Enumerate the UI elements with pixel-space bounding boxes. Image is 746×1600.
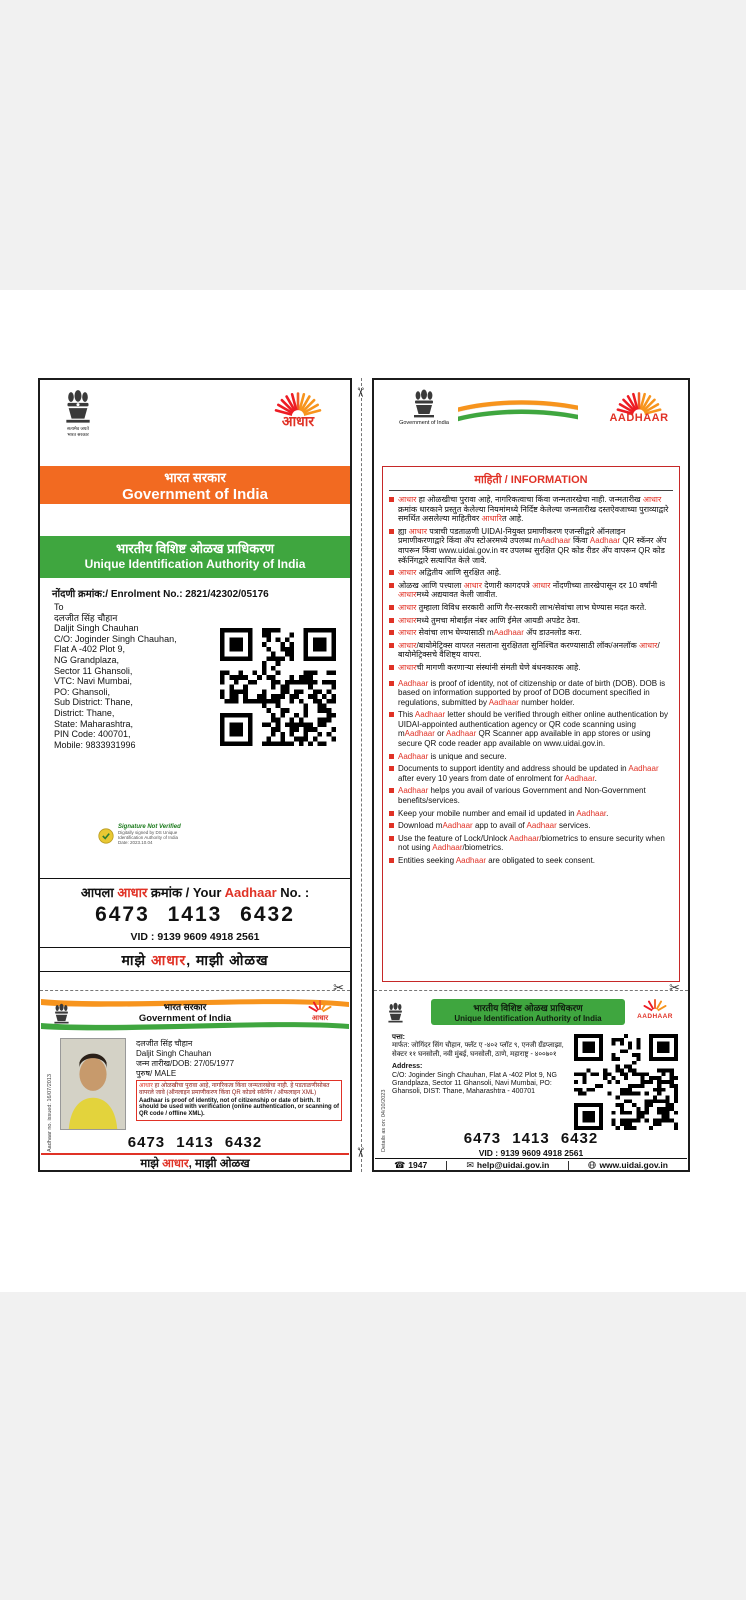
info-bullet xyxy=(389,628,673,638)
bullet-square-icon xyxy=(389,766,394,771)
info-bullet-text: ह्या आधार पत्राची पडताळणी UIDAI-नियुक्त प्रमाणीकरण एजन्सीद्वारे ऑनलाइन प्रमाणीकरणाद्वारे किंवा ॲप स्टोअरमध्ये उपलब्ध mAadhaar किंवा Aadhaar QR स्कॅनर ॲप वापरून किंवा www.uidai.gov.in वर उपलब्ध सुरक्षित QR कोड रीडर ॲप वापरून QR कोड स्कॅनिंगद्वारे सत्यापित केले जावे. xyxy=(398,526,667,565)
aadhaar-number: 6473 1413 6432 xyxy=(127,1134,263,1151)
bullet-square-icon xyxy=(389,570,394,575)
bullet-square-icon xyxy=(389,643,394,648)
info-bullet-text: आधार सेवांचा लाभ घेण्यासाठी mAadhaar ॲप डाउनलोड करा. xyxy=(398,628,582,638)
aadhaar-logo-text: आधार xyxy=(281,413,315,429)
info-bullet-text: Aadhaar is proof of identity, not of citizenship or date of birth (DOB). DOB is based on information supported by proof of DOB document specified in regulations, submitted by Aadhaar number holder. xyxy=(398,678,666,707)
support-email: help@uidai.gov.in xyxy=(476,1160,550,1170)
national-emblem-block xyxy=(54,388,102,438)
info-bullet xyxy=(389,856,673,866)
address-line: PO: Ghansoli, xyxy=(54,686,111,697)
aadhaar-logo xyxy=(262,390,334,431)
national-emblem-block xyxy=(392,388,456,426)
qr-code xyxy=(574,1034,678,1130)
card-back-header xyxy=(375,996,687,1030)
tricolor-swoosh-icon xyxy=(458,398,578,426)
banner-text-english: Unique Identification Authority of India xyxy=(84,557,306,571)
aadhaar-logo xyxy=(631,998,679,1020)
divider xyxy=(40,971,350,972)
card-govt-hindi: भारत सरकार xyxy=(163,1002,207,1012)
notice-marathi: आधार हा ओळखीचा पुरावा आहे, नागरिकत्व किंवा जन्मतारखेचा नाही. हे पडताळणीसोबत वापरले जावे (ऑनलाइन प्रमाणीकरण किंवा QR कोडचे स्कॅनिंग / ऑफलाइन XML) xyxy=(139,1083,330,1096)
info-bullet-text: आधारची मागणी करणाऱ्या संस्थांनी संमती घेणे बंधनकारक आहे. xyxy=(398,662,581,672)
aadhaar-number-label: आपला आधार क्रमांक / Your Aadhaar No. : xyxy=(80,885,310,900)
card-front-id-details xyxy=(136,1039,234,1079)
address-line: Daljit Singh Chauhan xyxy=(54,623,139,634)
divider xyxy=(40,878,350,879)
bullet-square-icon xyxy=(389,811,394,816)
address-english: C/O: Joginder Singh Chauhan, Flat A -402 Plot 9, NG Grandplaza, Sector 11 Ghansoli, Navi Mumbai, PO: Ghansoli, DIST: Thane, Maharashtra - 400701 xyxy=(392,1071,557,1096)
footer-separator xyxy=(568,1161,569,1170)
card-front-govt-title xyxy=(81,1000,289,1024)
info-bullet xyxy=(389,786,673,805)
bullet-square-icon xyxy=(389,630,394,635)
address-marathi: मार्फत: जोगिंदर सिंग चौहान, फ्लॅट ए -४०२ प्लॉट ९, एनजी ग्रँडप्लाझा, सेक्टर ११ घनसोली, नवी मुंबई, घनसोली, ठाणे, महाराष्ट्र - ४००७०१ xyxy=(392,1042,564,1058)
bullet-square-icon xyxy=(389,681,394,686)
letter-front-page xyxy=(38,378,352,1172)
helpline-number: 1947 xyxy=(408,1160,428,1170)
info-bullet-text: Aadhaar helps you avail of various Government and Non-Government benefits/services. xyxy=(398,786,646,806)
vid-number: VID : 9139 9609 4918 2561 xyxy=(130,931,260,943)
card-uidai-marathi: भारतीय विशिष्ट ओळख प्राधिकरण xyxy=(473,1003,583,1013)
scissors-icon: ✂ xyxy=(352,387,368,398)
aadhaar-number: 6473 1413 6432 xyxy=(95,903,295,926)
tagline: माझे आधार, माझी ओळख xyxy=(140,1158,250,1170)
card-back-uidai-band xyxy=(431,999,625,1025)
banner-text-marathi: भारतीय विशिष्ट ओळख प्राधिकरण xyxy=(115,541,274,556)
info-bullet xyxy=(389,527,673,565)
bullet-square-icon xyxy=(389,754,394,759)
bullet-square-icon xyxy=(389,836,394,841)
cut-line-horizontal xyxy=(40,990,350,991)
info-bullet xyxy=(389,764,673,783)
banner-text-hindi: भारत सरकार xyxy=(164,470,226,485)
scissors-icon: ✂ xyxy=(352,1147,368,1158)
address-line: State: Maharashtra, xyxy=(54,718,134,729)
recipient-address-block xyxy=(54,602,204,750)
emblem-caption: Government of India xyxy=(399,420,449,426)
red-divider xyxy=(41,1153,349,1155)
enrolment-number: नोंदणी क्रमांक:/ Enrolment No.: 2821/42302/05176 xyxy=(52,589,269,600)
info-bullet xyxy=(389,752,673,762)
bullet-square-icon xyxy=(389,497,394,502)
notice-english: Aadhaar is proof of identity, not of citizenship or date of birth. It should be used with verification (online authentication, or scanning of QR code / offline XML). xyxy=(139,1097,340,1118)
bullet-square-icon xyxy=(389,712,394,717)
information-bullets-english xyxy=(389,679,673,866)
address-line: Sector 11 Ghansoli, xyxy=(54,665,133,676)
bullet-square-icon xyxy=(389,529,394,534)
card-uidai-english: Unique Identification Authority of India xyxy=(454,1014,602,1023)
emblem-caption: सत्यमेव जयते xyxy=(67,426,89,431)
ashoka-emblem-icon xyxy=(412,388,436,420)
address-line: C/O: Joginder Singh Chauhan, xyxy=(54,633,177,644)
bullet-square-icon xyxy=(389,823,394,828)
qr-code xyxy=(220,628,336,746)
info-bullet-text: Download mAadhaar app to avail of Aadhaar services. xyxy=(398,821,591,831)
info-bullet-text: आधार हा ओळखीचा पुरावा आहे, नागरिकत्वाचा किंवा जन्मतारखेचा नाही. जन्मतारीख आधार क्रमांक धारकाने प्रस्तुत केलेल्या नियमांमध्ये निर्दिष्ट केलेल्या जन्मतारीख दस्तऐवजाच्या पुराव्याद्वारे समर्थित असलेल्या माहितीवर आधारित आहे. xyxy=(398,495,669,524)
footer-web-block xyxy=(588,1160,667,1170)
uidai-banner xyxy=(40,536,350,578)
info-bullet-text: ओळख आणि पत्त्याला आधार देणारी कागदपत्रे आधार नोंदणीच्या तारखेपासून दर 10 वर्षांनी आधारमध्ये अद्ययावत केली जावीत. xyxy=(398,580,658,600)
address-line: Flat A -402 Plot 9, xyxy=(54,644,126,655)
info-bullet-text: Use the feature of Lock/Unlock Aadhaar/biometrics to ensure security when not using Aadhaar/biometrics. xyxy=(398,833,665,853)
information-bullets-marathi xyxy=(389,495,673,673)
info-bullet xyxy=(389,581,673,600)
signature-status: Signature Not Verified xyxy=(118,824,181,830)
aadhaar-logo-text: AADHAAR xyxy=(609,412,669,424)
bullet-square-icon xyxy=(389,665,394,670)
address-line: NG Grandplaza, xyxy=(54,654,120,665)
info-bullet-text: Documents to support identity and address should be updated in Aadhaar after every 10 years from date of enrolment for Aadhaar. xyxy=(398,764,659,783)
aadhaar-logo-text: आधार xyxy=(311,1015,329,1022)
bullet-square-icon xyxy=(389,583,394,588)
bullet-square-icon xyxy=(389,605,394,610)
information-box xyxy=(382,466,680,982)
aadhaar-logo-text: AADHAAR xyxy=(637,1013,673,1020)
govt-of-india-banner xyxy=(40,466,350,504)
aadhaar-number: 6473 1413 6432 xyxy=(463,1130,599,1147)
info-bullet xyxy=(389,616,673,626)
address-line: PIN Code: 400701, xyxy=(54,729,131,740)
address-line: District: Thane, xyxy=(54,707,115,718)
aadhaar-logo xyxy=(600,390,678,424)
info-bullet xyxy=(389,679,673,708)
aadhaar-logo xyxy=(299,999,341,1023)
information-title: माहिती / INFORMATION xyxy=(389,470,673,491)
address-line: Sub District: Thane, xyxy=(54,697,133,708)
card-front-notice-box xyxy=(136,1080,342,1121)
info-bullet-text: Keep your mobile number and email id updated in Aadhaar. xyxy=(398,808,609,818)
footer-email-block xyxy=(466,1160,549,1171)
address-line: दलजीत सिंह चौहान xyxy=(54,612,118,623)
address-line: Mobile: 9833931996 xyxy=(54,739,136,750)
address-label-marathi: पत्ता: xyxy=(392,1034,405,1041)
ashoka-emblem-icon xyxy=(64,388,92,426)
banner-text-english: Government of India xyxy=(122,486,268,503)
footer-phone-block xyxy=(394,1160,427,1171)
gender: पुरुष/ MALE xyxy=(136,1069,177,1078)
dob: जन्म तारीख/DOB: 27/05/1977 xyxy=(136,1059,235,1068)
envelope-icon: ✉ xyxy=(466,1159,474,1170)
digital-signature-block xyxy=(98,824,248,845)
letter-info-page xyxy=(372,378,690,1172)
portrait-photo-icon xyxy=(61,1039,125,1129)
cut-line-horizontal xyxy=(374,990,688,991)
globe-icon xyxy=(588,1161,596,1169)
card-govt-english: Government of India xyxy=(138,1013,232,1024)
viewer-background-bottom xyxy=(0,1292,746,1600)
scissors-icon: ✂ xyxy=(333,980,344,995)
viewer-background-top xyxy=(0,0,746,290)
bullet-square-icon xyxy=(389,858,394,863)
info-bullet-text: आधार अद्वितीय आणि सुरक्षित आहे. xyxy=(398,568,502,578)
info-bullet xyxy=(389,834,673,853)
info-bullet-text: आधार/बायोमेट्रिक्स वापरत नसताना सुरक्षितता सुनिश्चित करण्यासाठी लॉक/अनलॉक आधार/बायोमेट्रिक्सचे वैशिष्ट्य वापरा. xyxy=(398,640,660,660)
card-front-issue-date-vertical: Aadhaar no. issued: 16/07/2013 xyxy=(47,1074,53,1152)
phone-icon: ☎ xyxy=(394,1159,406,1170)
footer-separator xyxy=(446,1161,447,1170)
address-line: VTC: Navi Mumbai, xyxy=(54,676,133,687)
aadhaar-sunburst-icon xyxy=(305,999,335,1014)
ashoka-emblem-icon xyxy=(53,1002,70,1026)
signature-seal-icon xyxy=(98,828,114,844)
address-label-english: Address: xyxy=(392,1063,423,1071)
website-url: www.uidai.gov.in xyxy=(599,1160,668,1170)
card-front-header xyxy=(41,996,349,1032)
card-back-details-date-vertical: Details as on: 04/10/2023 xyxy=(381,1089,387,1152)
tagline: माझे आधार, माझी ओळख xyxy=(121,952,269,968)
info-bullet xyxy=(389,710,673,748)
ashoka-emblem-icon xyxy=(387,1001,404,1025)
address-line: To xyxy=(54,602,64,612)
aadhaar-sunburst-icon xyxy=(640,998,670,1013)
info-bullet-text: Entities seeking Aadhaar are obligated to seek consent. xyxy=(398,856,596,865)
card-back-footer xyxy=(375,1158,687,1171)
info-bullet xyxy=(389,603,673,613)
scissors-icon: ✂ xyxy=(669,980,680,995)
info-bullet-text: आधार तुम्हाला विविध सरकारी आणि गैर-सरकारी लाभ/सेवांचा लाभ घेण्यास मदत करते. xyxy=(398,602,647,612)
vid-number: VID : 9139 9609 4918 2561 xyxy=(478,1148,584,1158)
info-bullet xyxy=(389,641,673,660)
signature-detail: Digitally signed by DS Unique xyxy=(118,830,178,835)
info-bullet-text: Aadhaar is unique and secure. xyxy=(398,751,507,761)
info-bullet xyxy=(389,809,673,819)
bullet-square-icon xyxy=(389,788,394,793)
info-bullet-text: This Aadhaar letter should be verified through either online authentication by UIDAI-appointed authentication agency or QR code scanning using mAadhaar or Aadhaar QR Scanner app available in app stores or using secure QR code reader app available on www.uidai.gov.in. xyxy=(398,710,668,749)
name-english: Daljit Singh Chauhan xyxy=(136,1049,212,1058)
info-bullet xyxy=(389,663,673,673)
info-bullet-text: आधारमध्ये तुमचा मोबाईल नंबर आणि ईमेल आयडी अपडेट ठेवा. xyxy=(398,615,580,625)
info-bullet xyxy=(389,495,673,524)
cut-line-vertical xyxy=(361,378,362,1172)
bullet-square-icon xyxy=(389,618,394,623)
signature-detail: Date: 2023.10.04 xyxy=(118,840,153,845)
divider xyxy=(40,947,350,948)
info-bullet xyxy=(389,568,673,578)
signature-detail: Identification Authority of India xyxy=(118,835,179,840)
emblem-caption: भारत सरकार xyxy=(67,432,89,437)
card-back-address-block xyxy=(392,1034,566,1097)
info-bullet xyxy=(389,821,673,831)
photo xyxy=(60,1038,126,1130)
name-hindi: दलजीत सिंह चौहान xyxy=(136,1039,193,1048)
